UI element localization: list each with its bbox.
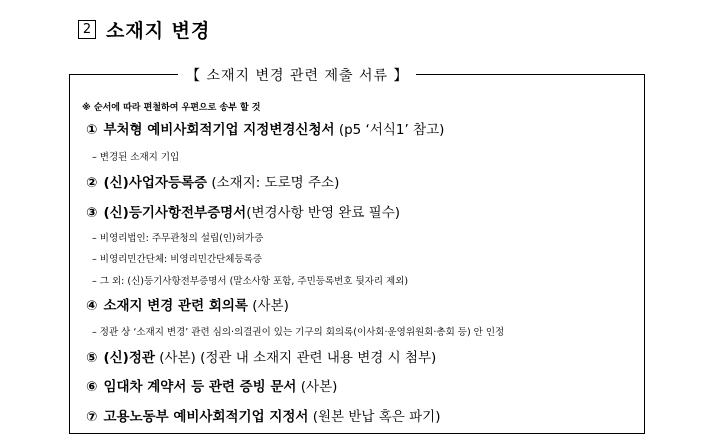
section-heading: [78, 14, 210, 44]
item-name: (신)사업자등록증: [103, 175, 208, 191]
submission-note: ※ 순서에 따라 편철하여 우편으로 송부 할 것: [82, 103, 261, 113]
item-detail: (소재지: 도로명 주소): [207, 175, 340, 191]
doc-item-3: [86, 201, 400, 221]
sub-note-5: – 정관 상 ‘소재지 변경’ 관련 심의·의결권이 있는 기구의 회의록(이사회·운영위원회·총회 등) 안 인정: [92, 327, 505, 338]
item-detail: (변경사항 반영 완료 필수): [246, 205, 401, 221]
sub-note-1: – 변경된 소재지 기입: [92, 152, 180, 163]
item-name: 소재지 변경 관련 회의록: [103, 298, 248, 314]
item-marker: ⑤: [86, 350, 98, 366]
section-title: 소재지 변경: [106, 19, 211, 42]
doc-item-6: [86, 375, 337, 395]
item-detail: (p5 ‘서식1’ 참고): [334, 122, 445, 138]
sub-note-3: – 비영리민간단체: 비영리민간단체등록증: [92, 254, 262, 265]
item-name: (신)정관: [103, 350, 155, 366]
item-detail: (사본): [296, 379, 338, 395]
item-name: (신)등기사항전부증명서: [103, 205, 247, 221]
item-name: 부처형 예비사회적기업 지정변경신청서: [103, 122, 335, 138]
doc-item-1: [86, 118, 444, 138]
sub-note-4: – 그 외: (신)등기사항전부증명서 (말소사항 포함, 주민등록번호 뒷자리 제외): [92, 276, 409, 287]
section-number-box: 2: [78, 20, 96, 39]
doc-item-5: [86, 346, 436, 366]
box-title: 【 소재지 변경 관련 제출 서류 】: [178, 64, 416, 88]
doc-item-2: [86, 171, 339, 191]
item-marker: ③: [86, 205, 98, 221]
doc-item-4: [86, 294, 289, 314]
doc-item-7: [86, 405, 440, 425]
item-detail: (사본): [247, 298, 289, 314]
item-marker: ④: [86, 298, 98, 314]
item-marker: ②: [86, 175, 98, 191]
item-name: 임대차 계약서 등 관련 증빙 문서: [103, 379, 297, 395]
item-detail: (사본) (정관 내 소재지 관련 내용 변경 시 첨부): [154, 350, 437, 366]
item-marker: ①: [86, 122, 98, 138]
sub-note-2: – 비영리법인: 주무관청의 설립(인)허가증: [92, 233, 264, 244]
item-name: 고용노동부 예비사회적기업 지정서: [103, 409, 309, 425]
item-marker: ⑦: [86, 409, 98, 425]
item-marker: ⑥: [86, 379, 98, 395]
item-detail: (원본 반납 혹은 파기): [308, 409, 441, 425]
